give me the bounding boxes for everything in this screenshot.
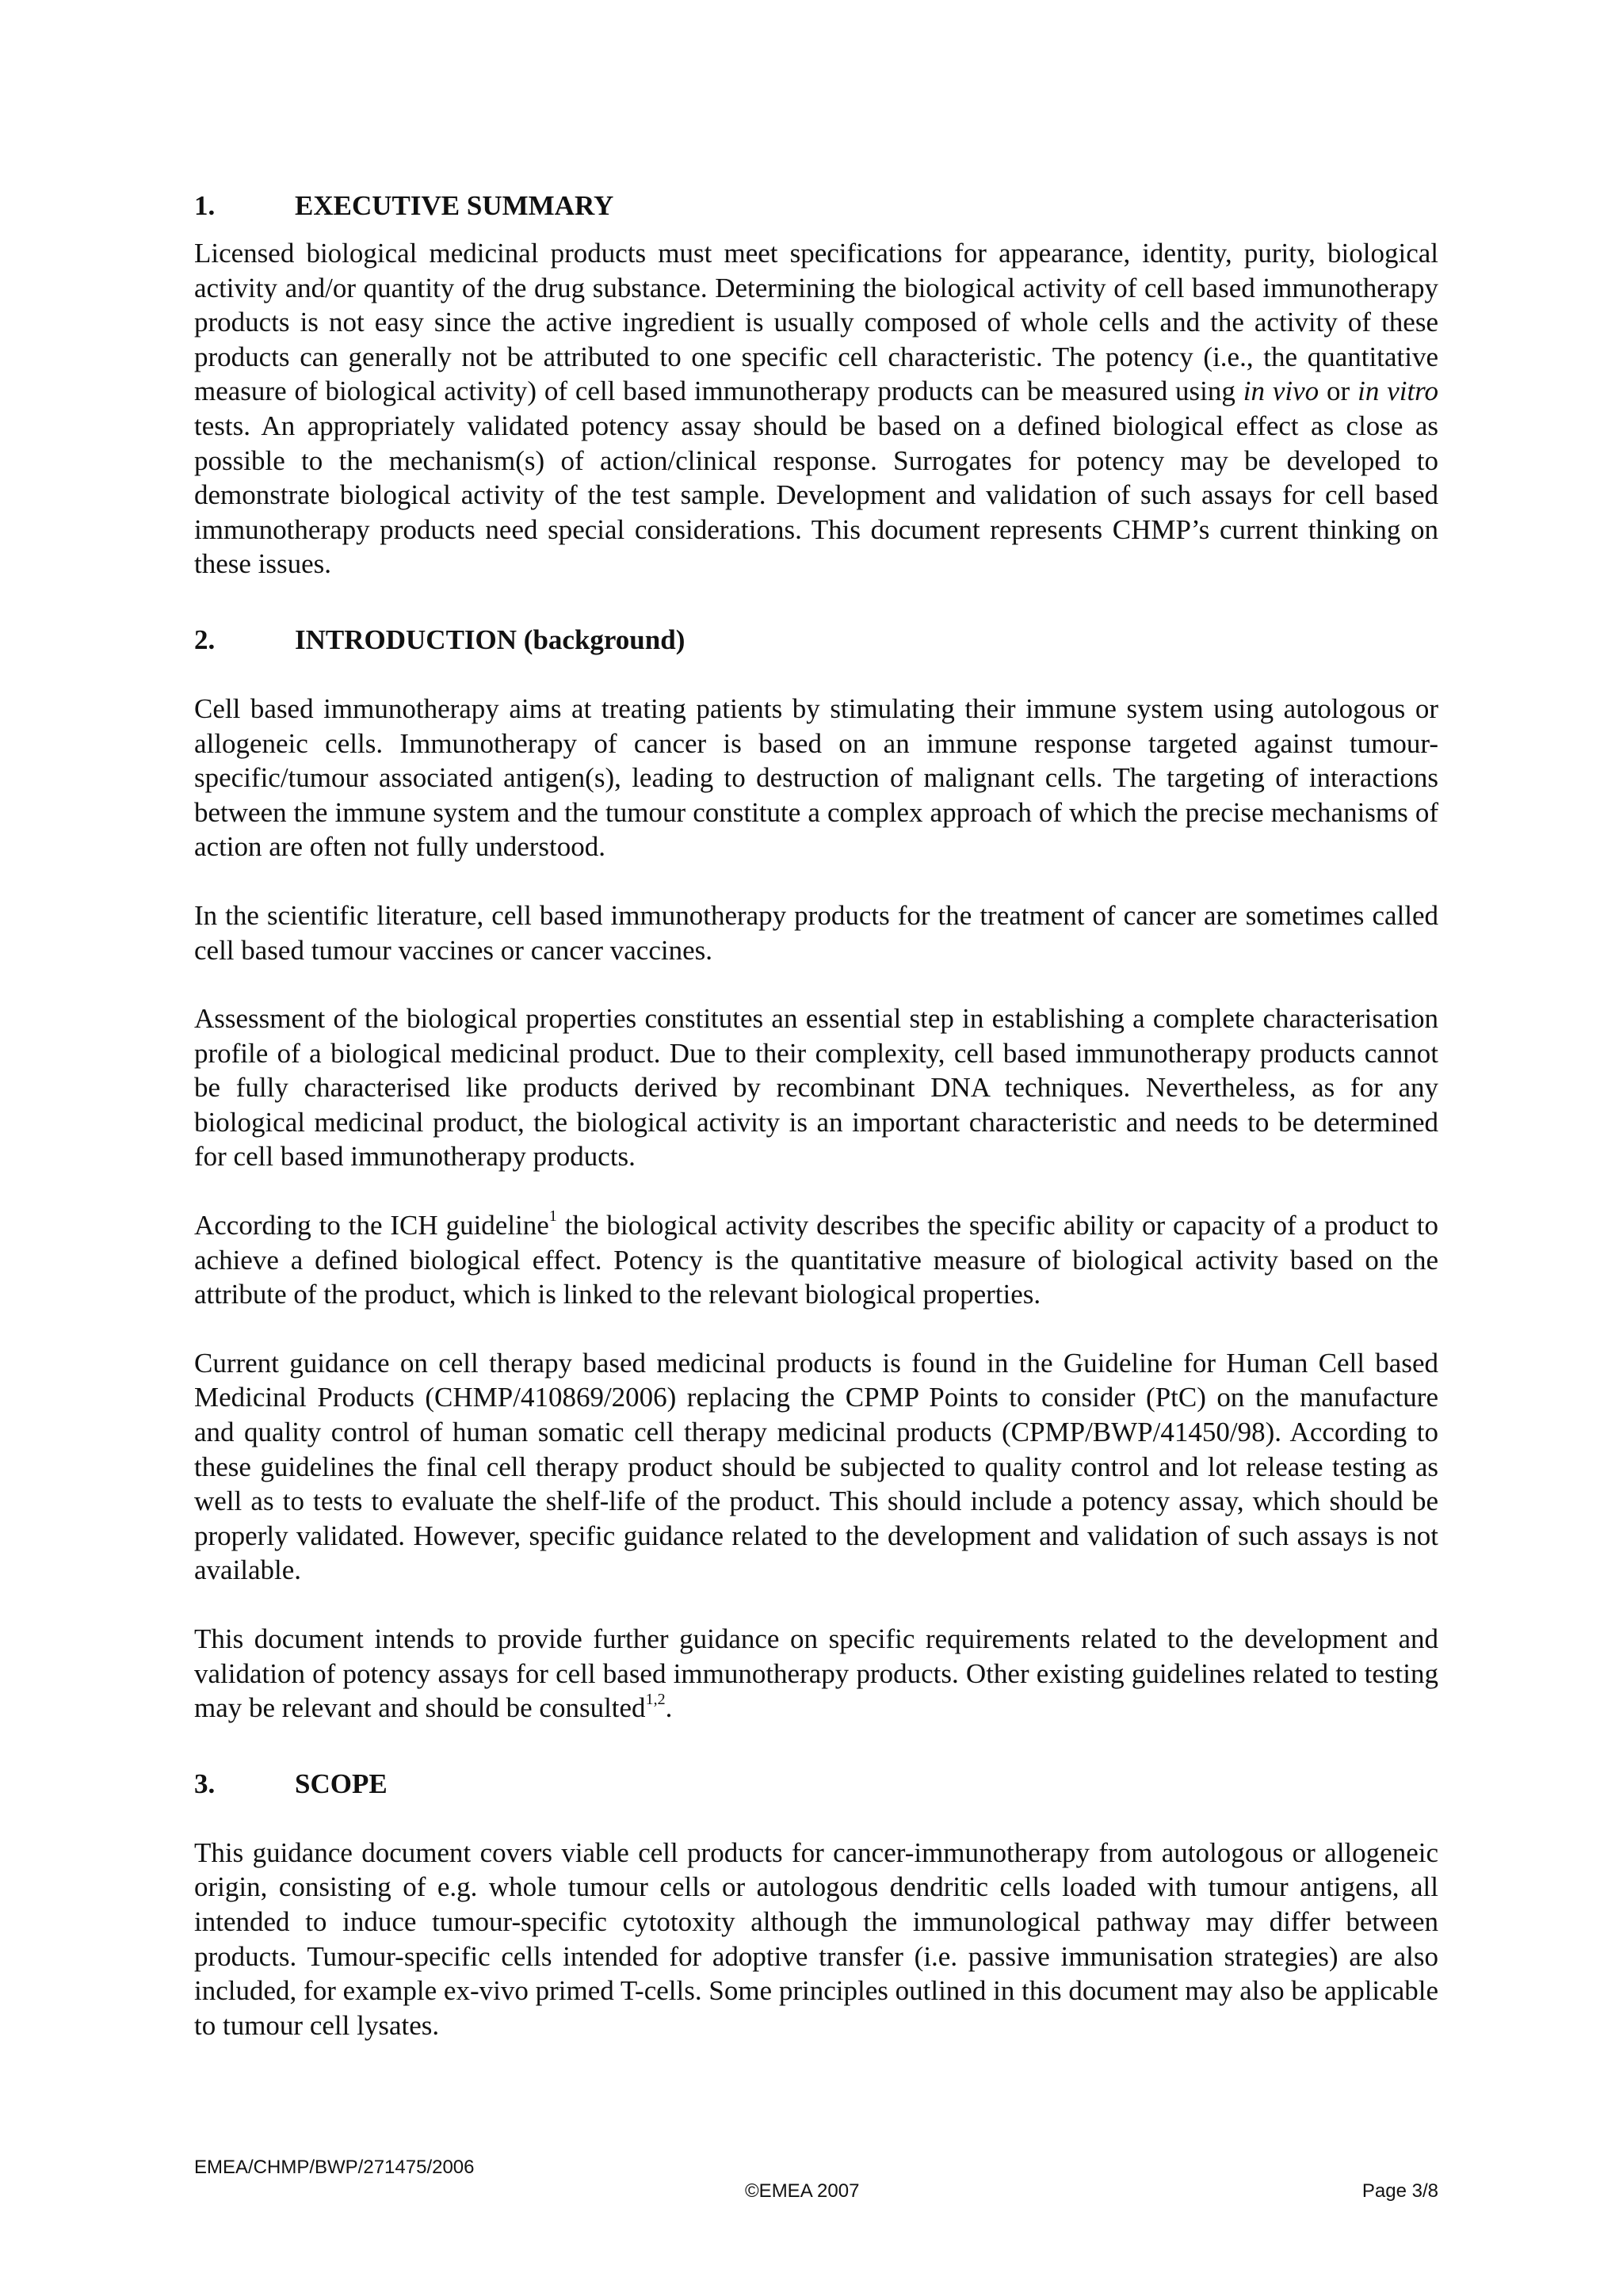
footer-copyright: ©EMEA 2007 [745,2180,860,2202]
text-run: the biological activity describes the specific ability or capacity of a product to achieve a defined biological effect. Potency is the quantitative measure of biological activity based on the attribute of the product, which is linked to the relevant biological properties. [194,1210,1438,1310]
section-title: SCOPE [295,1768,388,1799]
introduction-paragraph-4 [194,1208,1438,1312]
italic-term: in vivo [1243,376,1319,407]
section-heading-introduction [194,623,1438,658]
text-run: This document intends to provide further guidance on specific requirements related to the development and validation of potency assays for cell based immunotherapy products. Other existing guidelines related to testing may be relevant and should be consulted [194,1623,1438,1724]
section-number: 3. [194,1768,216,1799]
footnote-reference: 1 [548,1207,557,1226]
text-run: . [665,1692,673,1724]
document-body [194,189,1438,2042]
introduction-paragraph-1: Cell based immunotherapy aims at treating patients by stimulating their immune system using autologous or allogeneic cells. Immunotherapy of cancer is based on an immune response targeted against tumour-specific/tumour associated antigen(s), leading to destruction of malignant cells. The targeting of interactions between the immune system and the tumour constitute a complex approach of which the precise mechanisms of action are often not fully understood. [194,692,1438,863]
scope-paragraph: This guidance document covers viable cell products for cancer-immunotherapy from autologous or allogeneic origin, consisting of e.g. whole tumour cells or autologous dendritic cells loaded with tumour antigens, all intended to induce tumour-specific cytotoxity although the immunological pathway may differ between products. Tumour-specific cells intended for adoptive transfer (i.e. passive immunisation strategies) are also included, for example ex-vivo primed T-cells. Some principles outlined in this document may also be applicable to tumour cell lysates. [194,1836,1438,2041]
introduction-paragraph-5: Current guidance on cell therapy based medicinal products is found in the Guideline for Human Cell based Medicinal Products (CHMP/410869/2006) replacing the CPMP Points to consider (PtC) on the manufacture and quality control of human somatic cell therapy medicinal products (CPMP/BWP/41450/98). According to these guidelines the final cell therapy product should be subjected to quality control and lot release testing as well as to tests to evaluate the shelf-life of the product. This should include a potency assay, which should be properly validated. However, specific guidance related to the development and validation of such assays is not available. [194,1347,1438,1586]
introduction-paragraph-3: Assessment of the biological properties constitutes an essential step in establishing a complete characterisation profile of a biological medicinal product. Due to their complexity, cell based immunotherapy products cannot be fully characterised like products derived by recombinant DNA techniques. Nevertheless, as for any biological medicinal product, the biological activity is an important characteristic and needs to be determined for cell based immunotherapy products. [194,1003,1438,1173]
section-number: 2. [194,624,216,655]
text-run: Licensed biological medicinal products must meet specifications for appearance, identity, purity, biological activity and/or quantity of the drug substance. Determining the biological activity of cell based immunotherapy products is not easy since the active ingredient is usually composed of whole cells and the activity of these products can generally not be attributed to one specific cell characteristic. The potency (i.e., the quantitative measure of biological activity) of cell based immunotherapy products can be measured using [194,238,1438,407]
executive-summary-paragraph [194,236,1438,582]
text-run: tests. An appropriately validated potency assay should be based on a defined biological effect as close as possible to the mechanism(s) of action/clinical response. Surrogates for potency may be developed to demonstrate biological activity of the test sample. Development and validation of such assays for cell based immunotherapy products need special considerations. This document represents CHMP’s current thinking on these issues. [194,410,1438,580]
introduction-paragraph-6 [194,1622,1438,1726]
footer-page-number: Page 3/8 [1361,2180,1438,2202]
section-title: EXECUTIVE SUMMARY [295,190,614,221]
italic-term: in vitro [1358,376,1438,407]
section-title: INTRODUCTION (background) [295,624,685,655]
footer-document-reference: EMEA/CHMP/BWP/271475/2006 [194,2157,475,2178]
section-number: 1. [194,190,216,221]
text-run: According to the ICH guideline [194,1210,549,1241]
text-run: or [1319,376,1358,407]
section-heading-scope [194,1767,1438,1802]
section-heading-executive-summary [194,189,1438,223]
footnote-reference: 1,2 [645,1690,666,1708]
introduction-paragraph-2: In the scientific literature, cell based immunotherapy products for the treatment of cancer are sometimes called cell based tumour vaccines or cancer vaccines. [194,899,1438,966]
